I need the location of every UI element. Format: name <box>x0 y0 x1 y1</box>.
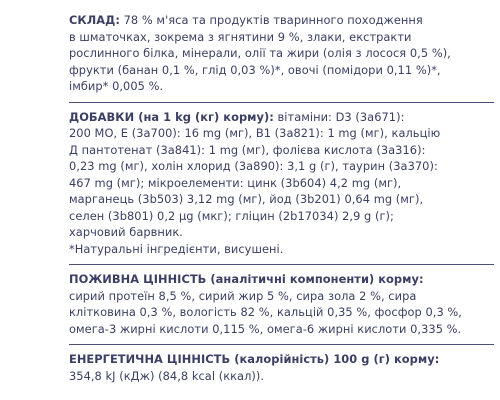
energy-line: 354,8 kJ (кДж) (84,8 kcal (ккал)). <box>69 368 265 383</box>
nutrition-section <box>69 271 494 337</box>
natural-ingredients-note: *Натуральні інгредієнти, висушені. <box>69 241 284 256</box>
composition-heading: СКЛАД: <box>69 13 120 27</box>
additives-heading: ДОБАВКИ (на 1 kg (кг) корму): <box>69 109 274 124</box>
additives-line: 0,23 mg (мг), холін хлорид (3a890): 3,1 g (г), таурин (3a370): <box>69 159 438 173</box>
additives-line: селен (3b801) 0,2 µg (мкг); гліцин (2b17034) 2,9 g (г); <box>69 208 394 223</box>
additives-line: харчовий барвник. <box>69 225 183 239</box>
composition-first-line <box>69 12 494 29</box>
nutrition-line: омега-3 жирні кислоти 0,115 %, омега-6 жирні кислоти 0,335 %. <box>69 321 462 336</box>
additives-line: марганець (3b503) 3,12 mg (мг), йод (3b201) 0,64 mg (мг), <box>69 192 424 206</box>
composition-line: 78 % м'яса та продуктів тваринного походження <box>119 13 423 27</box>
additives-line: 200 МО, E (3a700): 16 mg (мг), B1 (3a821): 1 mg (мг), кальцію <box>69 126 441 140</box>
additives-line: 467 mg (мг); мікроелементи: цинк (3b604) 4,2 mg (мг), <box>69 175 402 190</box>
product-label-text <box>69 12 494 384</box>
additives-line: вітаміни: D3 (3a671): <box>273 109 405 124</box>
nutrition-line: сирий протеїн 8,5 %, сирий жир 5 %, сира зола 2 %, сира <box>69 288 417 303</box>
nutrition-line: клітковина 0,3 %, вологість 82 %, кальцій 0,35 %, фосфор 0,3 %, <box>69 305 462 319</box>
composition-line: рослинного білка, мінерали, олії та жири (олія з лосося 0,5 %), <box>69 46 451 60</box>
composition-line: імбир* 0,005 %. <box>69 79 164 93</box>
additives-line: Д пантотенат (3a841): 1 mg (мг), фолієва кислота (3a316): <box>69 142 426 157</box>
section-divider <box>69 102 494 103</box>
composition-line: фрукти (банан 0,1 %, глід 0,03 %)*, овочі (помідори 0,11 %)*, <box>69 62 441 77</box>
composition-line: в шматочках, зокрема з ягнятини 9 %, злаки, екстракти <box>69 29 412 44</box>
nutrition-heading: ПОЖИВНА ЦІННІСТЬ (аналітичні компоненти) корму: <box>69 272 424 286</box>
energy-heading: ЕНЕРГЕТИЧНА ЦІННІСТЬ (калорійність) 100 g (г) корму: <box>69 352 440 366</box>
section-divider <box>69 264 494 265</box>
energy-section <box>69 351 494 384</box>
section-divider <box>69 344 494 345</box>
composition-section <box>69 12 494 95</box>
additives-section <box>69 109 494 258</box>
additives-first-line <box>69 109 494 126</box>
